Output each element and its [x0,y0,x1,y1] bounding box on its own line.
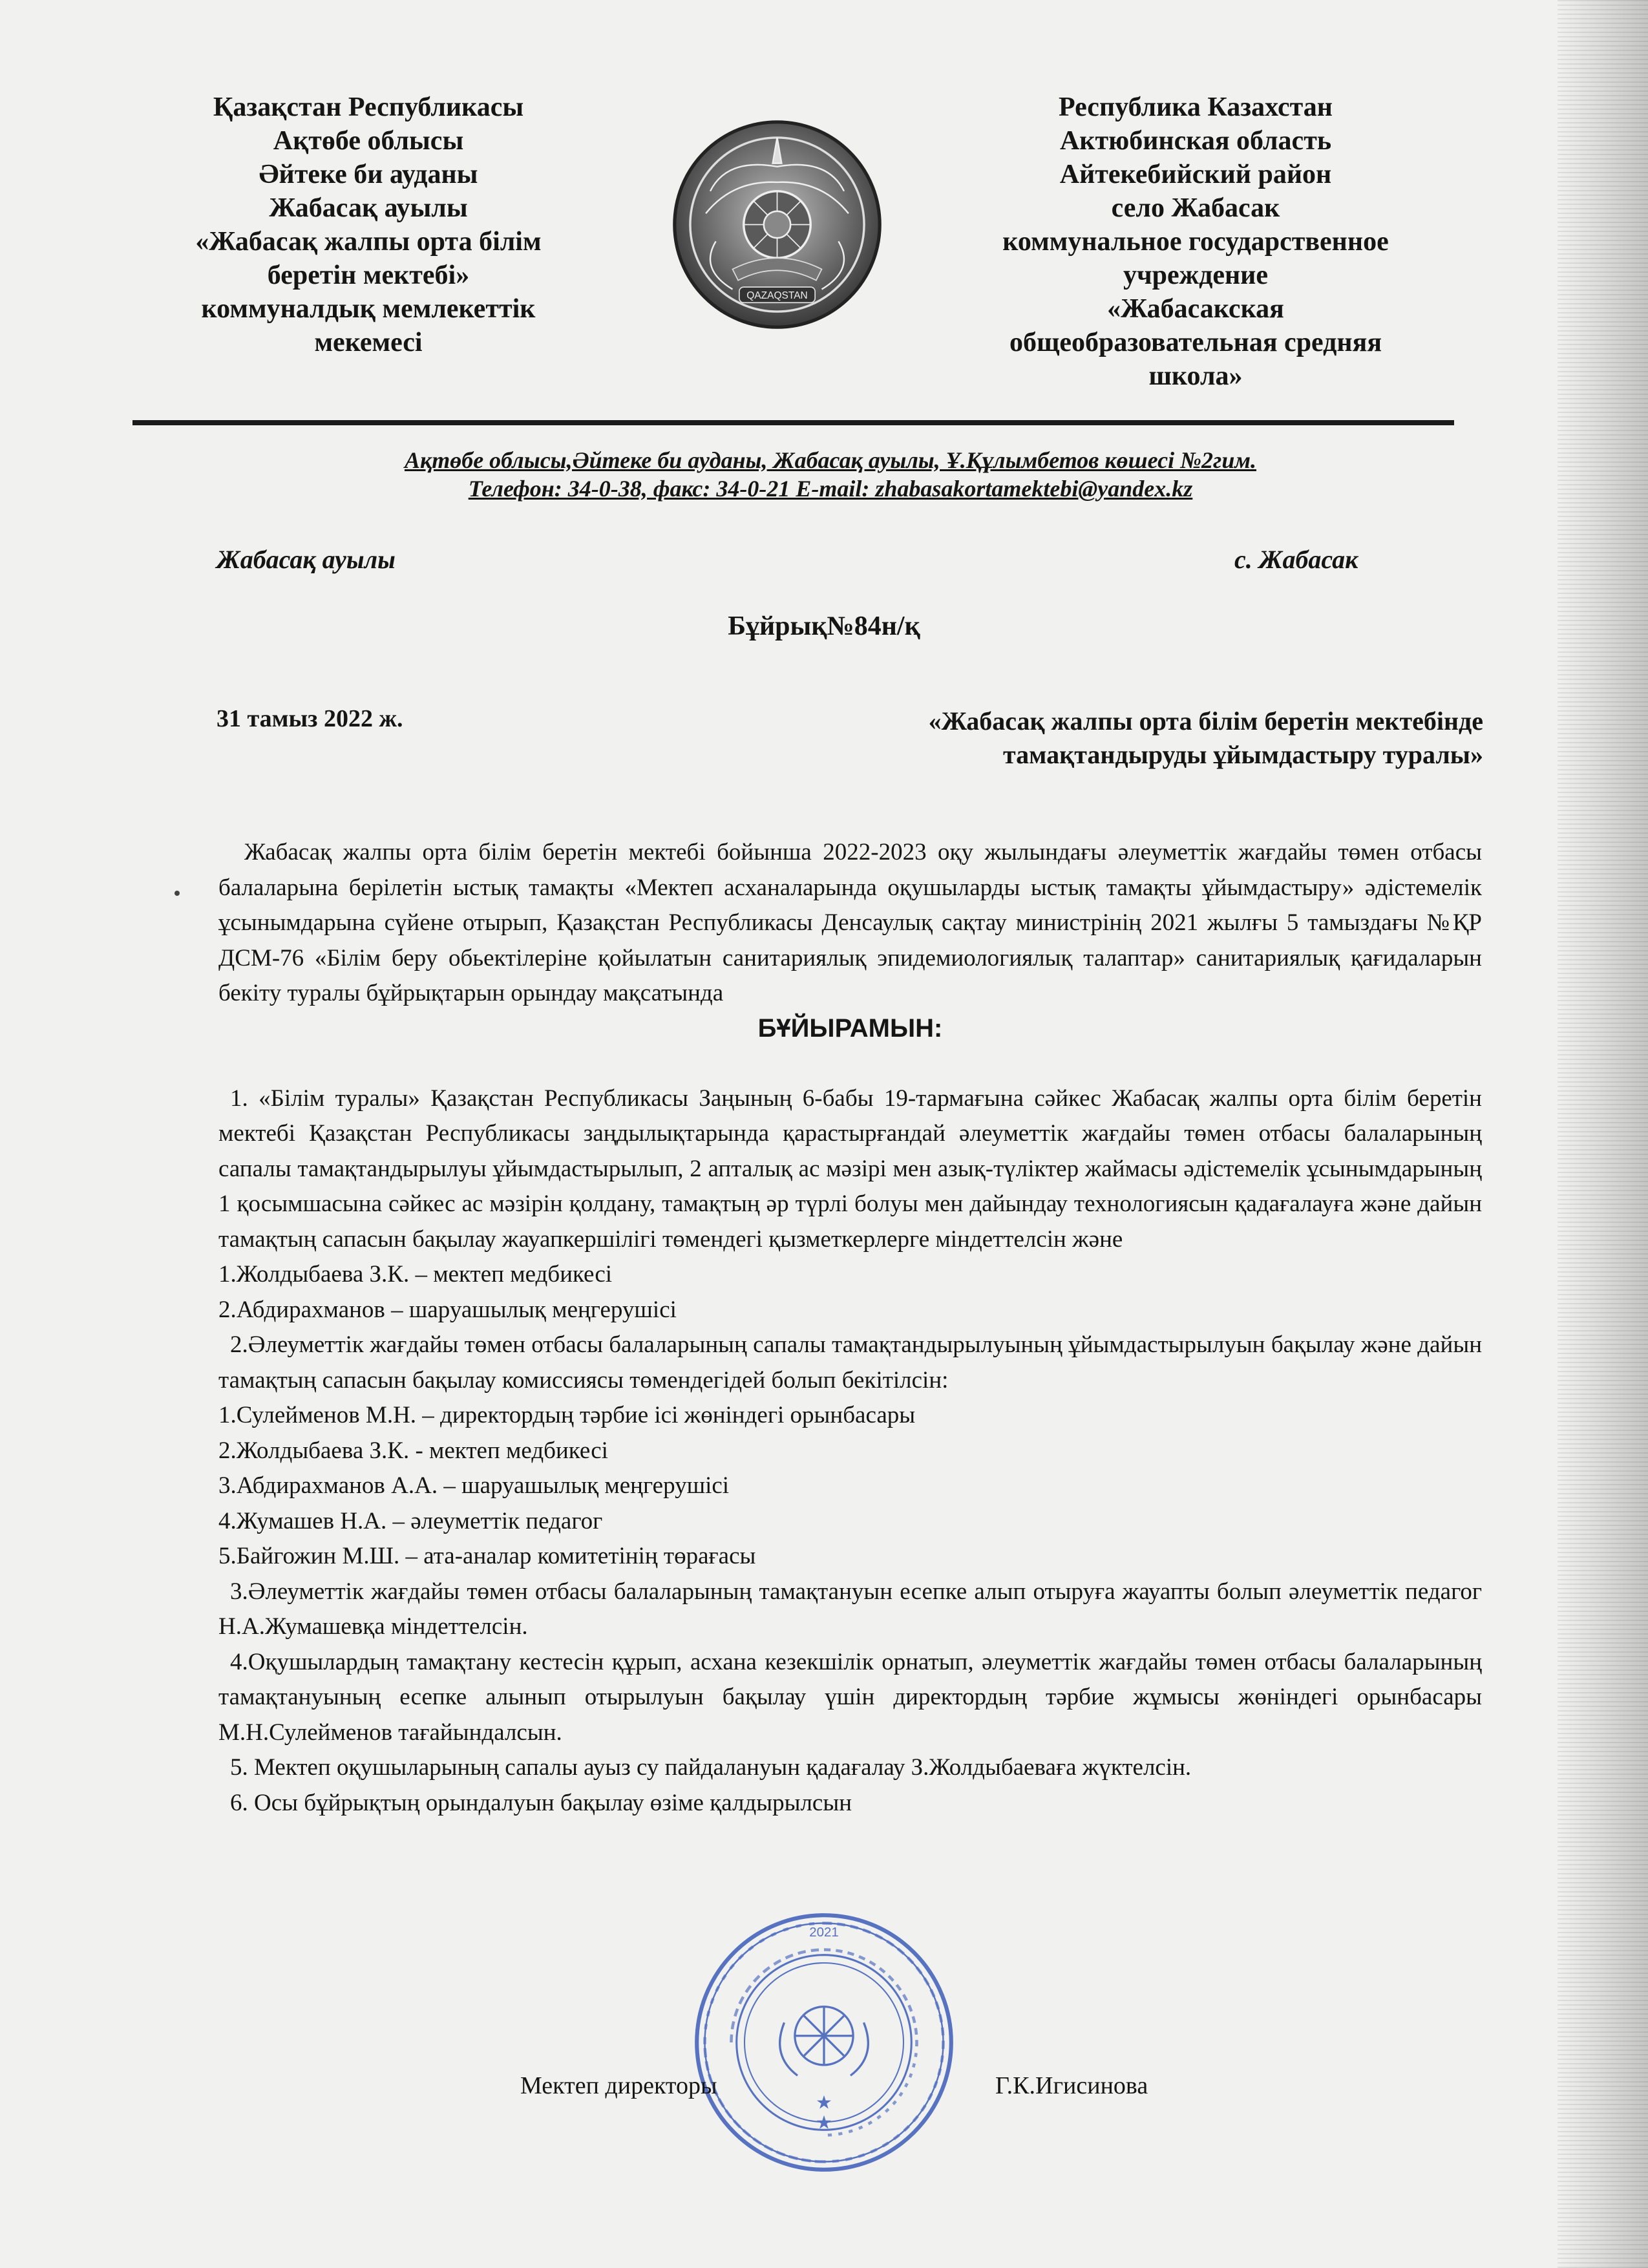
header-russian-line: учреждение [1123,260,1269,290]
header-russian-line: Айтекебийский район [1059,160,1332,189]
header-russian-line: Актюбинская область [1059,126,1332,156]
signature-name: Г.К.Игисинова [995,2072,1148,2099]
item-1-list-entry: 2.Абдирахманов – шаруашылық меңгерушісі [218,1296,677,1323]
place-kazakh: Жабасақ ауылы [217,545,396,574]
official-seal-stamp [692,1910,956,2175]
address-block [233,446,1428,503]
order-subject-line: тамақтандыруды ұйымдастыру туралы» [1003,740,1483,769]
header-kazakh-line: «Жабасақ жалпы орта білім [195,227,542,257]
header-russian-line: общеобразовательная средняя [1009,328,1382,357]
preamble-paragraph: Жабасақ жалпы орта білім беретін мектебі бойынша 2022-2023 оқу жылындағы әлеуметтік жағдайы төмен отбасы балаларына берілетін ыстық тамақты «Мектеп асханаларында оқушыларды ыстық тамақты ұйымдастыру» әдістемелік ұсынымдарына сүйене отырып, Қазақстан Республикасы Денсаулық сақтау министрінің 2021 жылғы 5 тамыздағы №ҚР ДСМ-76 «Білім беру обьектілеріне қойылатын санитариялық эпидемиологиялық талаптар» санитариялық қағидаларын бекіту туралы бұйрықтарын орындау мақсатында [218,839,1482,1006]
item-2-paragraph: 2.Әлеуметтік жағдайы төмен отбасы балаларының сапалы тамақтандырылуының ұйымдастырылуын бақылау және дайын тамақтың сапасын бақылау комиссиясы төмендегідей болып бекітілсін: [218,1331,1482,1394]
header-kazakh [152,90,585,359]
item-5-paragraph: 5. Мектеп оқушыларының сапалы ауыз су пайдалануын қадағалау З.Жолдыбаеваға жүктелсін. [230,1754,1192,1781]
item-1-list-entry: 1.Жолдыбаева З.К. – мектеп медбикесі [218,1261,613,1288]
header-russian-line: Республика Казахстан [1059,92,1333,122]
header-kazakh-line: Ақтөбе облысы [273,126,464,156]
item-1-paragraph: 1. «Білім туралы» Қазақстан Республикасы Заңының 6-бабы 19-тармағына сәйкес Жабасақ жалпы орта білім беретін мектебі Қазақстан Республикасы заңдылықтарында қарастырғандай әлеуметтік жағдайы төмен отбасы балаларының сапалы тамақтандырылуы ұйымдастырылып, 2 апталық ас мәзірі мен азық-түліктер жаймасы әдістемелік ұсынымдарының 1 қосымшасына сәйкес ас мәзірін қолдану, тамақтың әр түрлі болуы мен дайындау технологиясын қадағалауға және дайын тамақтың сапасын бақылау жауапкершілігі төмендегі қызметкерлерге міндеттелсін және [218,1085,1482,1253]
place-russian: с. Жабасак [1234,545,1358,574]
item-2-list-entry: 5.Байгожин М.Ш. – ата-аналар комитетінің төрағасы [218,1543,756,1569]
header-russian-line: коммунальное государственное [1002,227,1389,257]
order-body [218,835,1482,1821]
seal-year: 2021 [809,1925,839,1940]
address-line: Ақтөбе облысы,Әйтеке би ауданы, Жабасақ ауылы, Ұ.Құлымбетов көшесі №2гим. [404,447,1257,473]
header-kazakh-line: мекемесі [314,328,423,357]
scan-dot [174,891,180,896]
contact-line: Телефон: 34-0-38, факс: 34-0-21 E-mail: zhabasakortamektebi@yandex.kz [468,476,1193,502]
seal-star-icon: ★ [816,2091,832,2114]
item-2-list-entry: 1.Сулейменов М.Н. – директордың тәрбие ісі жөніндегі орынбасары [218,1402,916,1428]
signature-role: Мектеп директоры [520,2072,717,2099]
item-3-paragraph: 3.Әлеуметтік жағдайы төмен отбасы балаларының тамақтануын есепке алып отыруға жауапты болып әлеуметтік педагог Н.А.Жумашевқа міндеттелсін. [218,1578,1482,1640]
order-title: Бұйрық№84н/қ [728,611,920,641]
header-kazakh-line: Жабасақ ауылы [269,193,468,223]
emblem-caption: QAZAQSTAN [746,290,808,302]
header-kazakh-line: беретін мектебі» [267,260,470,290]
item-4-paragraph: 4.Оқушылардың тамақтану кестесін құрып, асхана кезекшілік орнатып, әлеуметтік жағдайы төмен отбасы балаларының тамақтануының есепке алынып отырылуын бақылау үшін директордың тәрбие жұмысы жөніндегі орынбасары М.Н.Сулейменов тағайындалсын. [218,1648,1482,1746]
header-kazakh-line: Әйтеке би ауданы [259,160,478,189]
ordain-heading: БҰЙЫРАМЫН: [757,1013,943,1043]
order-subject [730,705,1483,772]
item-2-list-entry: 3.Абдирахманов А.А. – шаруашылық меңгерушісі [218,1472,730,1499]
order-date: 31 тамыз 2022 ж. [217,705,403,732]
header-russian-line: школа» [1148,361,1243,391]
header-divider [132,420,1454,425]
state-emblem-icon [666,113,889,336]
item-6-paragraph: 6. Осы бұйрықтың орындалуын бақылау өзіме қалдырылсын [230,1789,852,1816]
scan-edge-noise [1558,0,1648,2268]
header-kazakh-line: Қазақстан Республикасы [213,92,524,122]
header-russian-line: село Жабасак [1111,193,1280,223]
order-subject-line: «Жабасақ жалпы орта білім беретін мектебінде [928,706,1483,736]
item-2-list-entry: 2.Жолдыбаева З.К. - мектеп медбикесі [218,1437,608,1464]
item-2-list-entry: 4.Жумашев Н.А. – әлеуметтік педагог [218,1507,603,1534]
header-russian [973,90,1419,393]
seal-star-icon: ★ [816,2111,832,2134]
header-kazakh-line: коммуналдық мемлекеттік [201,294,536,324]
header-russian-line: «Жабасакская [1107,294,1284,324]
